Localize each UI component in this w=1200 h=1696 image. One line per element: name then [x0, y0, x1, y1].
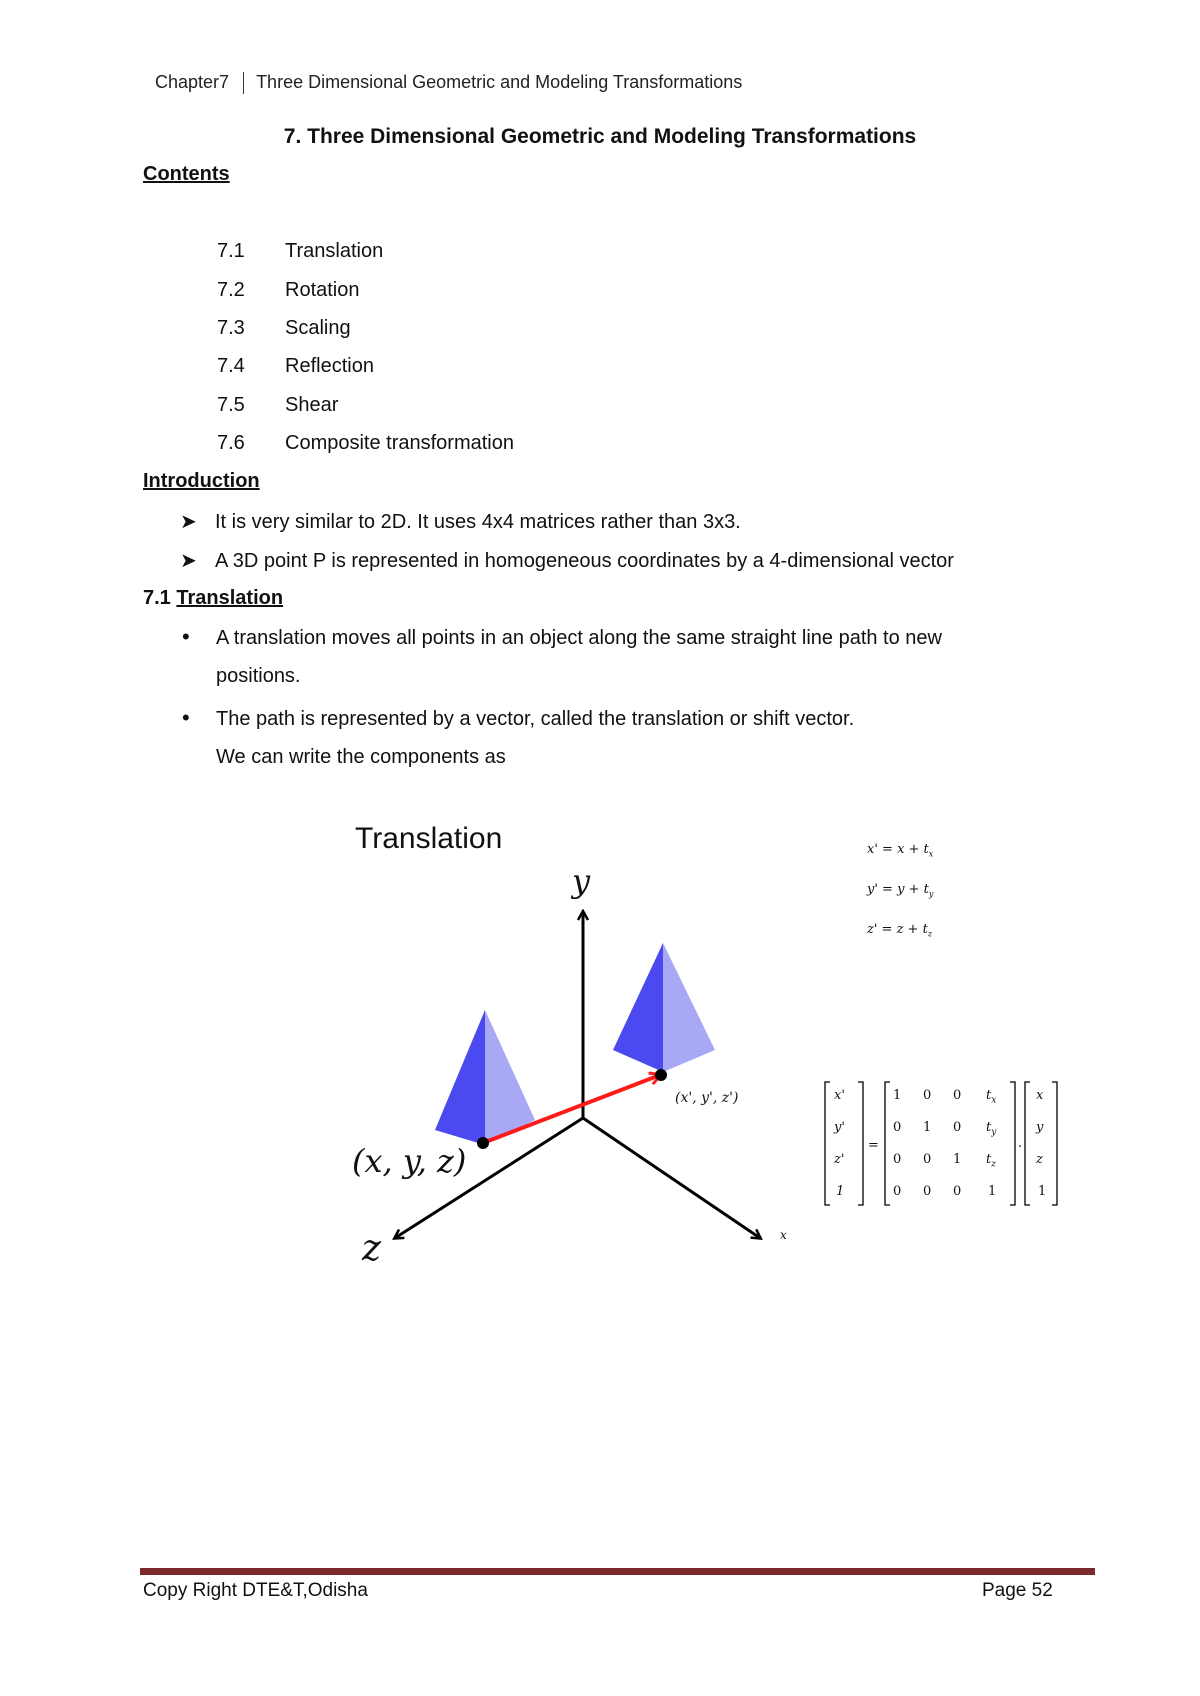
toc-label: Rotation [285, 279, 360, 301]
matrix-cell: 1 [988, 1184, 997, 1199]
lhs-entry: y' [834, 1120, 845, 1135]
point-label-original: (x, y, z) [352, 1142, 467, 1180]
toc-number: 7.1 [217, 240, 245, 262]
equation-y [867, 882, 933, 899]
toc-label: Scaling [285, 317, 351, 339]
equation-x [867, 842, 933, 859]
matrix-cell-subscript: y [991, 1127, 997, 1138]
bullet-dot-icon: • [182, 705, 190, 730]
toc-label: Shear [285, 394, 339, 416]
equation-y-subscript: y [928, 889, 934, 899]
matrix-cell: 1 [893, 1088, 902, 1103]
equation-x-subscript: x [928, 849, 934, 859]
introduction-heading-text: Introduction [143, 470, 260, 492]
arrow-bullet-icon: ➤ [180, 511, 197, 533]
toc-number: 7.3 [217, 317, 245, 339]
point-label-translated: (x', y', z') [675, 1090, 739, 1106]
section-heading-text: Translation [176, 587, 284, 609]
matrix-cell [986, 1152, 996, 1170]
rhs-entry: y [1036, 1120, 1044, 1135]
matrix-cell: 0 [953, 1184, 962, 1199]
point-translated-dot [655, 1069, 667, 1081]
follow-text: We can write the components as [216, 746, 506, 768]
matrix-cell [986, 1120, 996, 1138]
axis-label-x: x [780, 1228, 787, 1242]
axis-label-y: y [572, 862, 591, 900]
footer-divider [140, 1568, 1095, 1575]
equation-y-text: y' = y + t [867, 882, 929, 897]
x-axis-line [583, 1118, 760, 1238]
matrix-cell: 0 [953, 1120, 962, 1135]
toc-number: 7.2 [217, 279, 245, 301]
toc-number: 7.5 [217, 394, 245, 416]
footer-copyright: Copy Right DTE&T,Odisha [143, 1580, 368, 1601]
equation-x-text: x' = x + t [867, 842, 929, 857]
equation-z [867, 922, 932, 939]
bullet-dot-icon: • [182, 624, 190, 649]
multiply-dot: . [1018, 1136, 1023, 1151]
document-title: 7. Three Dimensional Geometric and Modeling Transformations [283, 125, 917, 148]
bullet-text-line2: positions. [216, 665, 301, 687]
matrix-cell: 0 [893, 1120, 902, 1135]
matrix-cell: 0 [893, 1184, 902, 1199]
diagram-title: Translation [355, 822, 503, 855]
equals-sign: = [868, 1138, 879, 1153]
rhs-entry: x [1036, 1088, 1044, 1103]
bullet-text: The path is represented by a vector, called the translation or shift vector. [216, 708, 855, 730]
equation-z-text: z' = z + t [867, 922, 928, 937]
pyramid-original [435, 1010, 535, 1145]
arrow-bullet-icon: ➤ [180, 550, 197, 572]
contents-heading-text: Contents [143, 163, 230, 185]
intro-point-text: A 3D point P is represented in homogeneous coordinates by a 4-dimensional vector [215, 550, 954, 572]
matrix-cell: 0 [923, 1184, 932, 1199]
matrix-cell: 0 [953, 1088, 962, 1103]
matrix-cell-subscript: x [991, 1095, 997, 1106]
intro-point-text: It is very similar to 2D. It uses 4x4 matrices rather than 3x3. [215, 511, 741, 533]
toc-label: Translation [285, 240, 384, 262]
section-number: 7.1 [143, 587, 171, 609]
toc-number: 7.6 [217, 432, 245, 454]
footer-page-number: Page 52 [982, 1580, 1053, 1601]
matrix-cell-t: t [986, 1088, 992, 1103]
bullet-text-line1: A translation moves all points in an object along the same straight line path to new [216, 627, 942, 649]
pyramid-translated [613, 943, 715, 1072]
lhs-entry: 1 [836, 1184, 845, 1199]
axis-label-z: z [362, 1228, 381, 1269]
matrix-cell: 0 [923, 1088, 932, 1103]
header-chapter: Chapter7 [155, 72, 230, 92]
rhs-entry: 1 [1038, 1184, 1047, 1199]
toc-number: 7.4 [217, 355, 245, 377]
matrix-cell-t: t [986, 1120, 992, 1135]
matrix-cell-t: t [986, 1152, 992, 1167]
matrix-cell: 0 [893, 1152, 902, 1167]
matrix-cell: 0 [923, 1152, 932, 1167]
lhs-entry: x' [834, 1088, 845, 1103]
header-chapter-title: Three Dimensional Geometric and Modeling Transformations [256, 72, 743, 92]
equation-z-subscript: z [927, 929, 933, 939]
point-original-dot [477, 1137, 489, 1149]
matrix-cell: 1 [953, 1152, 962, 1167]
matrix-cell: 1 [923, 1120, 932, 1135]
matrix-brackets [825, 1082, 1057, 1205]
matrix-cell [986, 1088, 996, 1106]
lhs-entry: z' [834, 1152, 845, 1167]
matrix-cell-subscript: z [991, 1159, 996, 1170]
rhs-entry: z [1036, 1152, 1043, 1167]
toc-label: Reflection [285, 355, 374, 377]
toc-label: Composite transformation [285, 432, 514, 454]
